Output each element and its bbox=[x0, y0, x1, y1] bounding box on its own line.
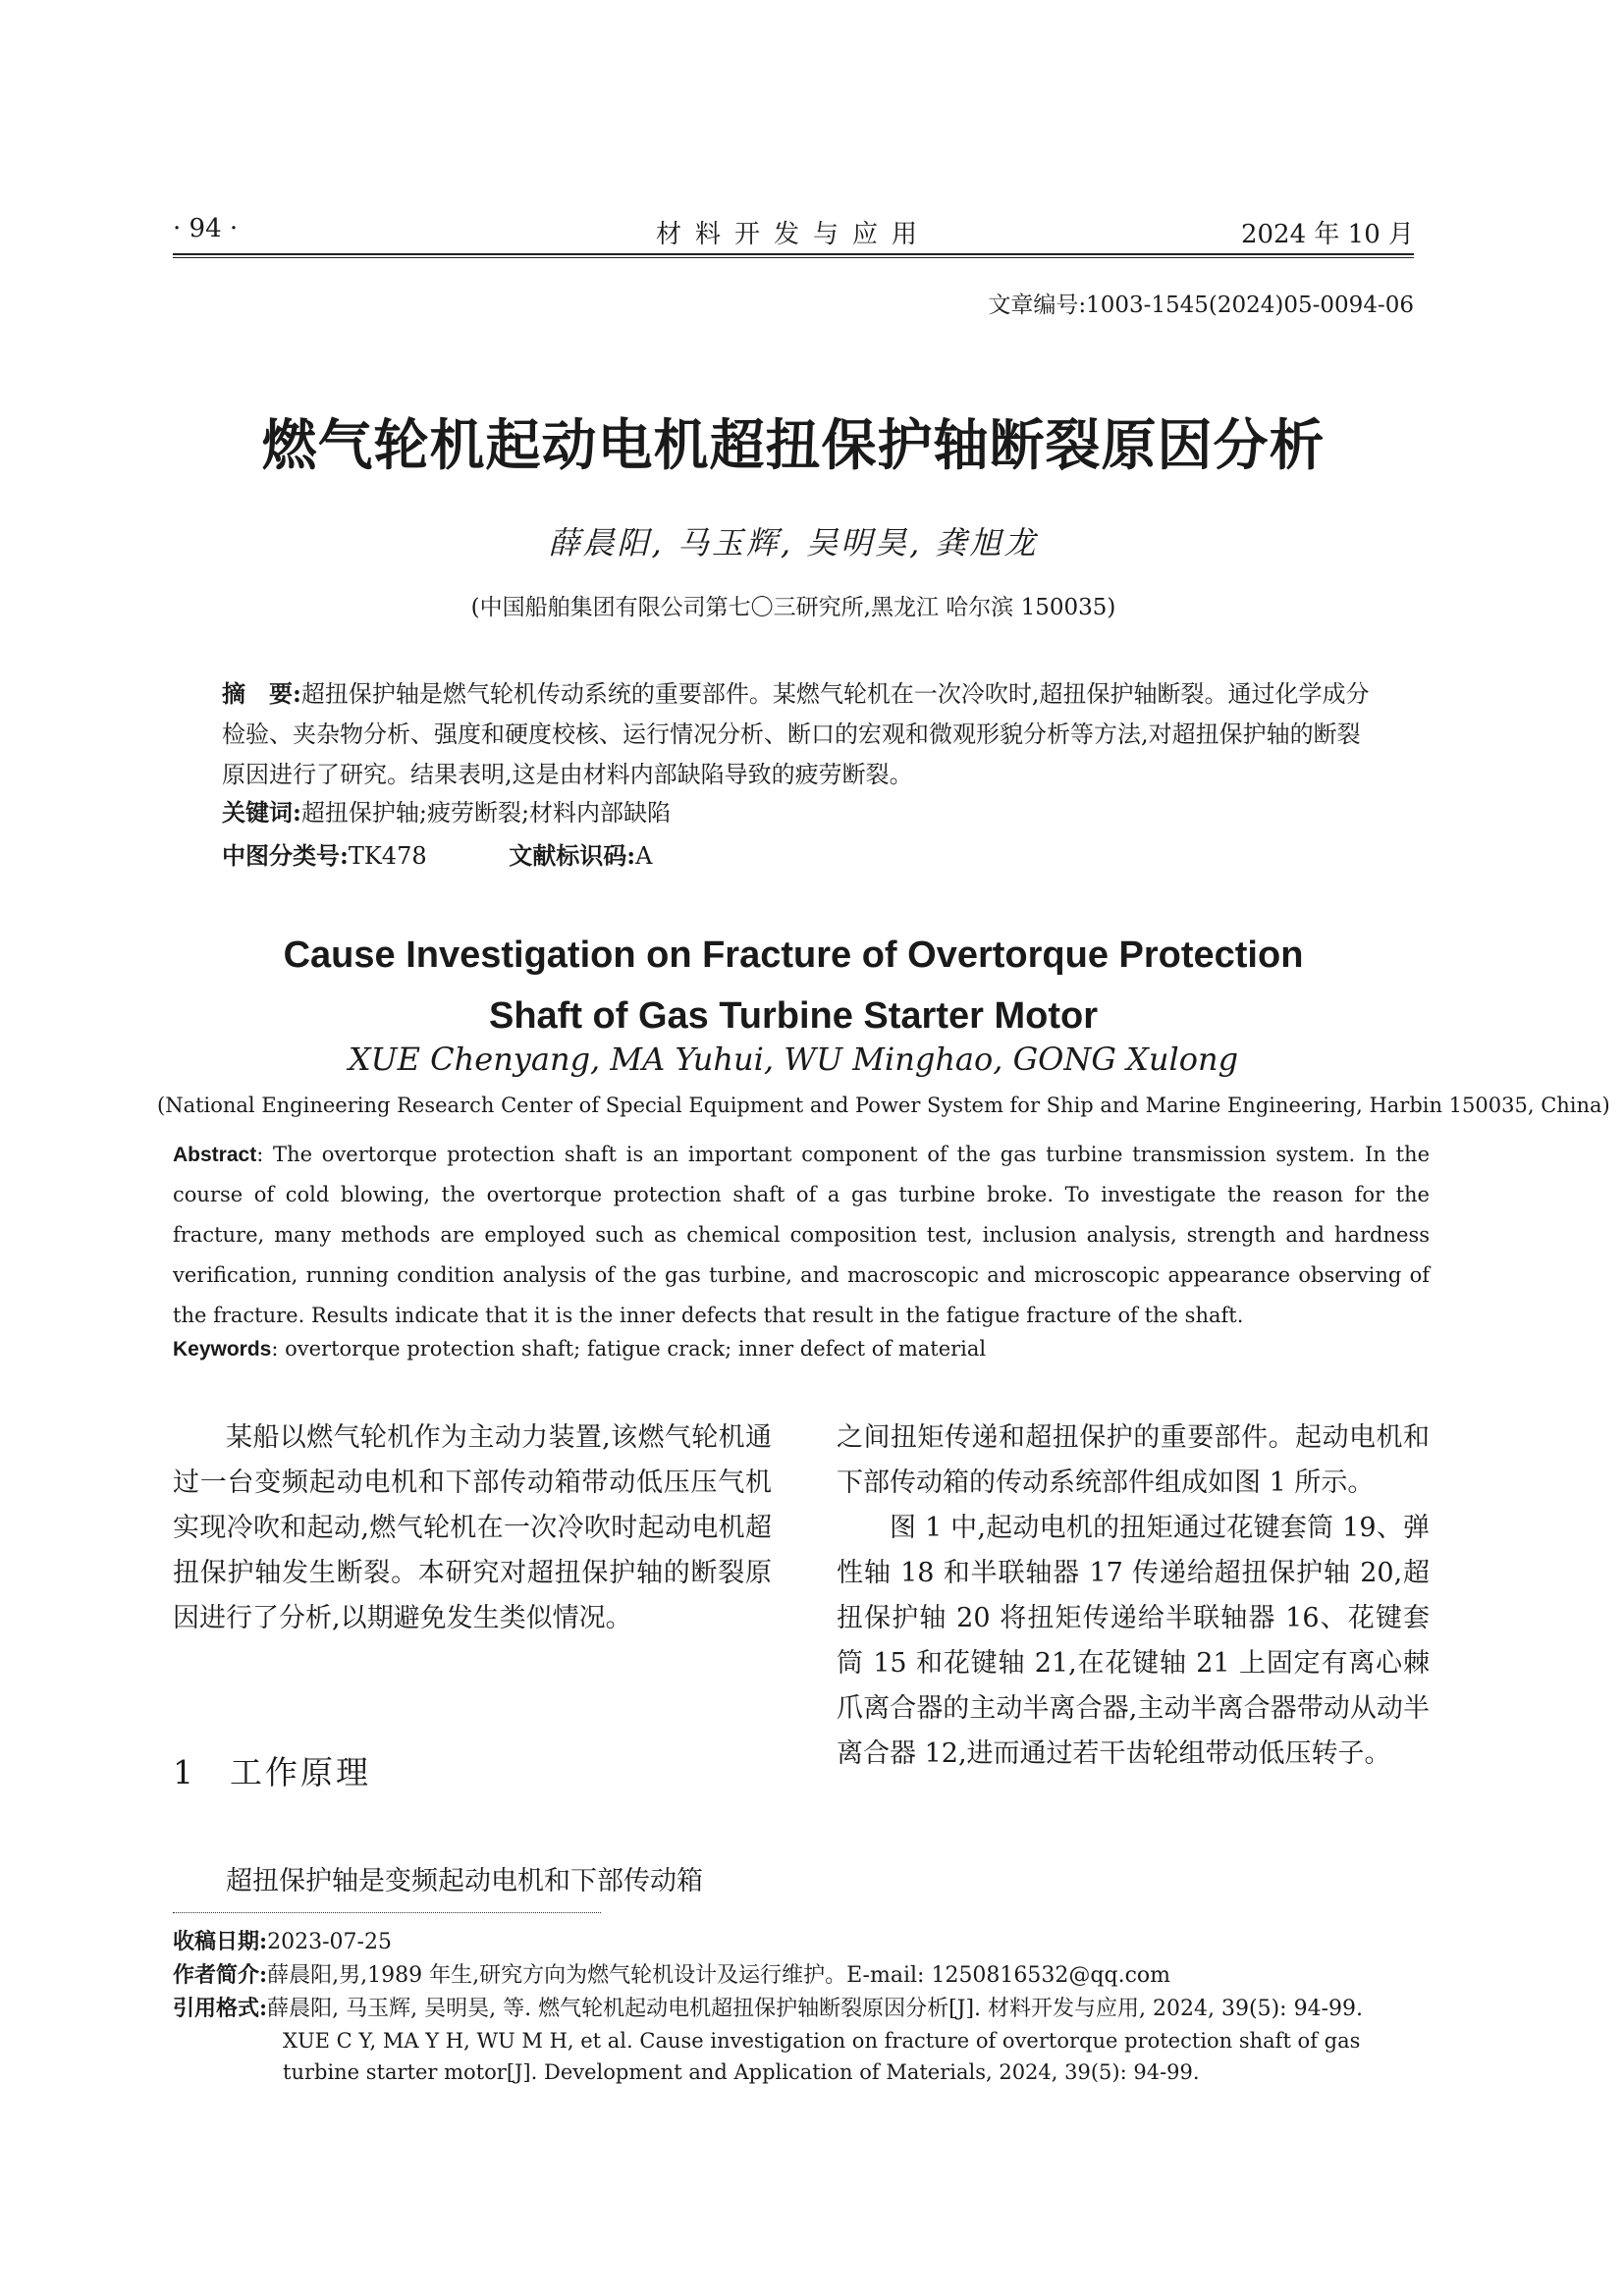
running-head bbox=[173, 212, 1414, 251]
affiliation-en: (National Engineering Research Center of Special Equipment and Power System for Ship and Marine Engineering, Harbin 150035, China) bbox=[157, 1094, 1610, 1117]
doc-code-value: A bbox=[635, 842, 653, 870]
title-cn: 燃气轮机起动电机超扭保护轴断裂原因分析 bbox=[261, 413, 1326, 478]
footnote-citation bbox=[173, 1993, 1430, 2088]
authors-en: XUE Chenyang, MA Yuhui, WU Minghao, GONG Xulong bbox=[348, 1041, 1239, 1078]
received-date: 2023-07-25 bbox=[267, 1930, 392, 1954]
title-en-line2: Shaft of Gas Turbine Starter Motor bbox=[488, 995, 1098, 1037]
body-paragraph: 图 1 中,起动电机的扭矩通过花键套筒 19、弹性轴 18 和半联轴器 17 传递给超扭保护轴 20,超扭保护轴 20 将扭矩传递给半联轴器 16、花键套筒 15 和花键轴 21,在花键轴 21 上固定有离心棘爪离合器的主动半离合器,主动半离合器带动从动半离合器 12,进而通过若干齿轮组带动低压转子。 bbox=[837, 1513, 1430, 1769]
article-number: 文章编号:1003-1545(2024)05-0094-06 bbox=[988, 293, 1414, 318]
keywords-cn-label: 关键词: bbox=[222, 798, 301, 827]
classification bbox=[222, 836, 652, 871]
abstract-cn bbox=[222, 673, 1380, 795]
keywords-en-text: : overtorque protection shaft; fatigue crack; inner defect of material bbox=[271, 1337, 987, 1361]
header-rule-thin bbox=[173, 257, 1414, 258]
received-label: 收稿日期: bbox=[173, 1929, 268, 1954]
title-en-line1: Cause Investigation on Fracture of Overtorque Protection bbox=[283, 934, 1304, 976]
journal-name: 材料开发与应用 bbox=[655, 220, 931, 249]
section-number: 1 bbox=[173, 1753, 196, 1791]
section-heading bbox=[173, 1747, 371, 1793]
bio-label: 作者简介: bbox=[173, 1962, 268, 1988]
footnote-author-bio bbox=[173, 1959, 1170, 1992]
keywords-cn bbox=[222, 793, 671, 828]
cite-label: 引用格式: bbox=[173, 1996, 268, 2021]
body-left-column bbox=[173, 1415, 772, 1641]
cite-en: XUE C Y, MA Y H, WU M H, et al. Cause investigation on fracture of overtorque protection shaft of gas turbine starter motor[J]. Development and Application of Materials, 2024, 39(5): 94-99. bbox=[283, 2029, 1361, 2084]
body-paragraph: 之间扭矩传递和超扭保护的重要部件。起动电机和下部传动箱的传动系统部件组成如图 1 所示。 bbox=[837, 1422, 1430, 1498]
body-right-column bbox=[837, 1415, 1430, 1777]
body-paragraph: 某船以燃气轮机作为主动力装置,该燃气轮机通过一台变频起动电机和下部传动箱带动低压压气机实现冷吹和起动,燃气轮机在一次冷吹时起动电机超扭保护轴发生断裂。本研究对超扭保护轴的断裂原因进行了分析,以期避免发生类似情况。 bbox=[173, 1422, 772, 1633]
bio-text: 薛晨阳,男,1989 年生,研究方向为燃气轮机设计及运行维护。E-mail: 1250816532@qq.com bbox=[267, 1963, 1171, 1988]
issue-date: 2024 年 10 月 bbox=[1240, 220, 1414, 249]
abstract-cn-label: 摘 要: bbox=[222, 679, 301, 708]
body-left-column-cont bbox=[173, 1859, 772, 1904]
affiliation-cn: (中国船舶集团有限公司第七〇三研究所,黑龙江 哈尔滨 150035) bbox=[470, 595, 1116, 620]
clc-label: 中图分类号: bbox=[222, 841, 349, 870]
footnote-rule bbox=[173, 1912, 601, 1913]
abstract-en bbox=[173, 1135, 1430, 1336]
cite-cn: 薛晨阳, 马玉辉, 吴明昊, 等. 燃气轮机起动电机超扭保护轴断裂原因分析[J]. 材料开发与应用, 2024, 39(5): 94-99. bbox=[267, 1997, 1363, 2021]
keywords-en-label: Keywords bbox=[173, 1338, 272, 1361]
footnote-received bbox=[173, 1926, 392, 1958]
page-number: · 94 · bbox=[173, 214, 239, 243]
abstract-cn-text: 超扭保护轴是燃气轮机传动系统的重要部件。某燃气轮机在一次冷吹时,超扭保护轴断裂。通过化学成分检验、夹杂物分析、强度和硬度校核、运行情况分析、断口的宏观和微观形貌分析等方法,对超扭保护轴的断裂原因进行了研究。结果表明,这是由材料内部缺陷导致的疲劳断裂。 bbox=[222, 680, 1370, 788]
abstract-en-label: Abstract bbox=[173, 1144, 257, 1166]
authors-cn: 薛晨阳, 马玉辉, 吴明昊, 龚旭龙 bbox=[548, 524, 1039, 561]
clc-value: TK478 bbox=[348, 842, 427, 870]
abstract-en-text: : The overtorque protection shaft is an important component of the gas turbine transmission system. In the course of cold blowing, the overtorque protection shaft of a gas turbine broke. To investigate the reason for the fracture, many methods are employed such as chemical composition test, inclusion analysis, strength and hardness verification, running condition analysis of the gas turbine, and macroscopic and microscopic appearance observing of the fracture. Results indicate that it is the inner defects that result in the fatigue fracture of the shaft. bbox=[173, 1143, 1430, 1327]
section-title: 工作原理 bbox=[230, 1753, 371, 1791]
header-rule bbox=[173, 253, 1414, 255]
body-paragraph: 超扭保护轴是变频起动电机和下部传动箱 bbox=[226, 1866, 703, 1896]
title-en bbox=[173, 925, 1414, 1046]
keywords-cn-text: 超扭保护轴;疲劳断裂;材料内部缺陷 bbox=[300, 799, 672, 827]
keywords-en bbox=[173, 1337, 986, 1362]
doc-code-label: 文献标识码: bbox=[509, 841, 636, 870]
